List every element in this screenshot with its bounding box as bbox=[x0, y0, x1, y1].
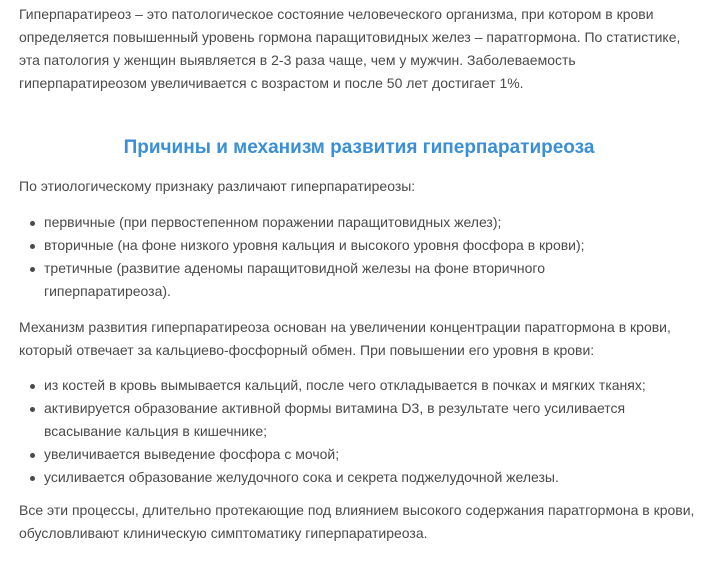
bullet-icon bbox=[30, 384, 35, 389]
hyperparathyroidism-types-list bbox=[19, 211, 619, 303]
list-item bbox=[19, 397, 684, 443]
list-item-text: увеличивается выведение фосфора с мочой; bbox=[44, 446, 340, 462]
list-item bbox=[19, 257, 619, 303]
bullet-icon bbox=[30, 476, 35, 481]
bullet-icon bbox=[30, 407, 35, 412]
list-item-text: из костей в кровь вымывается кальций, после чего откладывается в почках и мягких тканях; bbox=[44, 377, 646, 393]
list-item-text: активируется образование активной формы витамина D3, в результате чего усиливается всасывание кальция в кишечнике; bbox=[44, 400, 626, 439]
list-item bbox=[19, 374, 699, 397]
list-item bbox=[19, 466, 699, 489]
bullet-icon bbox=[30, 244, 35, 249]
etiology-paragraph: По этиологическому признаку различают гиперпаратиреозы: bbox=[19, 178, 416, 194]
mechanism-effects-list bbox=[19, 374, 699, 489]
list-item bbox=[19, 443, 699, 466]
bullet-icon bbox=[30, 267, 35, 272]
list-item-text: вторичные (на фоне низкого уровня кальция и высокого уровня фосфора в крови); bbox=[44, 237, 585, 253]
list-item-text: третичные (развитие аденомы паращитовидной железы на фоне вторичного гиперпаратиреоза). bbox=[44, 260, 545, 299]
list-item bbox=[19, 211, 619, 234]
mechanism-paragraph: Механизм развития гиперпаратиреоза основан на увеличении концентрации паратгормона в крови, который отвечает за кальциево-фосфорный обмен. При повышении его уровня в крови: bbox=[19, 319, 671, 358]
list-item-text: первичные (при первостепенном поражении паращитовидных желез); bbox=[44, 214, 502, 230]
bullet-icon bbox=[30, 221, 35, 226]
list-item-text: усиливается образование желудочного сока и секрета поджелудочной железы. bbox=[44, 469, 559, 485]
conclusion-paragraph: Все эти процессы, длительно протекающие под влиянием высокого содержания паратгормона в крови, обусловливают клиническую симптоматику гиперпаратиреоза. bbox=[19, 502, 695, 541]
list-item bbox=[19, 234, 619, 257]
bullet-icon bbox=[30, 453, 35, 458]
intro-paragraph: Гиперпаратиреоз – это патологическое состояние человеческого организма, при котором в крови определяется повышенный уровень гормона паращитовидных желез – паратгормона. По статистике, эта патология у женщин выявляется в 2-3 раза чаще, чем у мужчин. Заболеваемость гиперпаратиреозом увеличивается с возрастом и после 50 лет достигает 1%. bbox=[19, 6, 681, 91]
section-heading: Причины и механизм развития гиперпаратиреоза bbox=[123, 137, 595, 158]
